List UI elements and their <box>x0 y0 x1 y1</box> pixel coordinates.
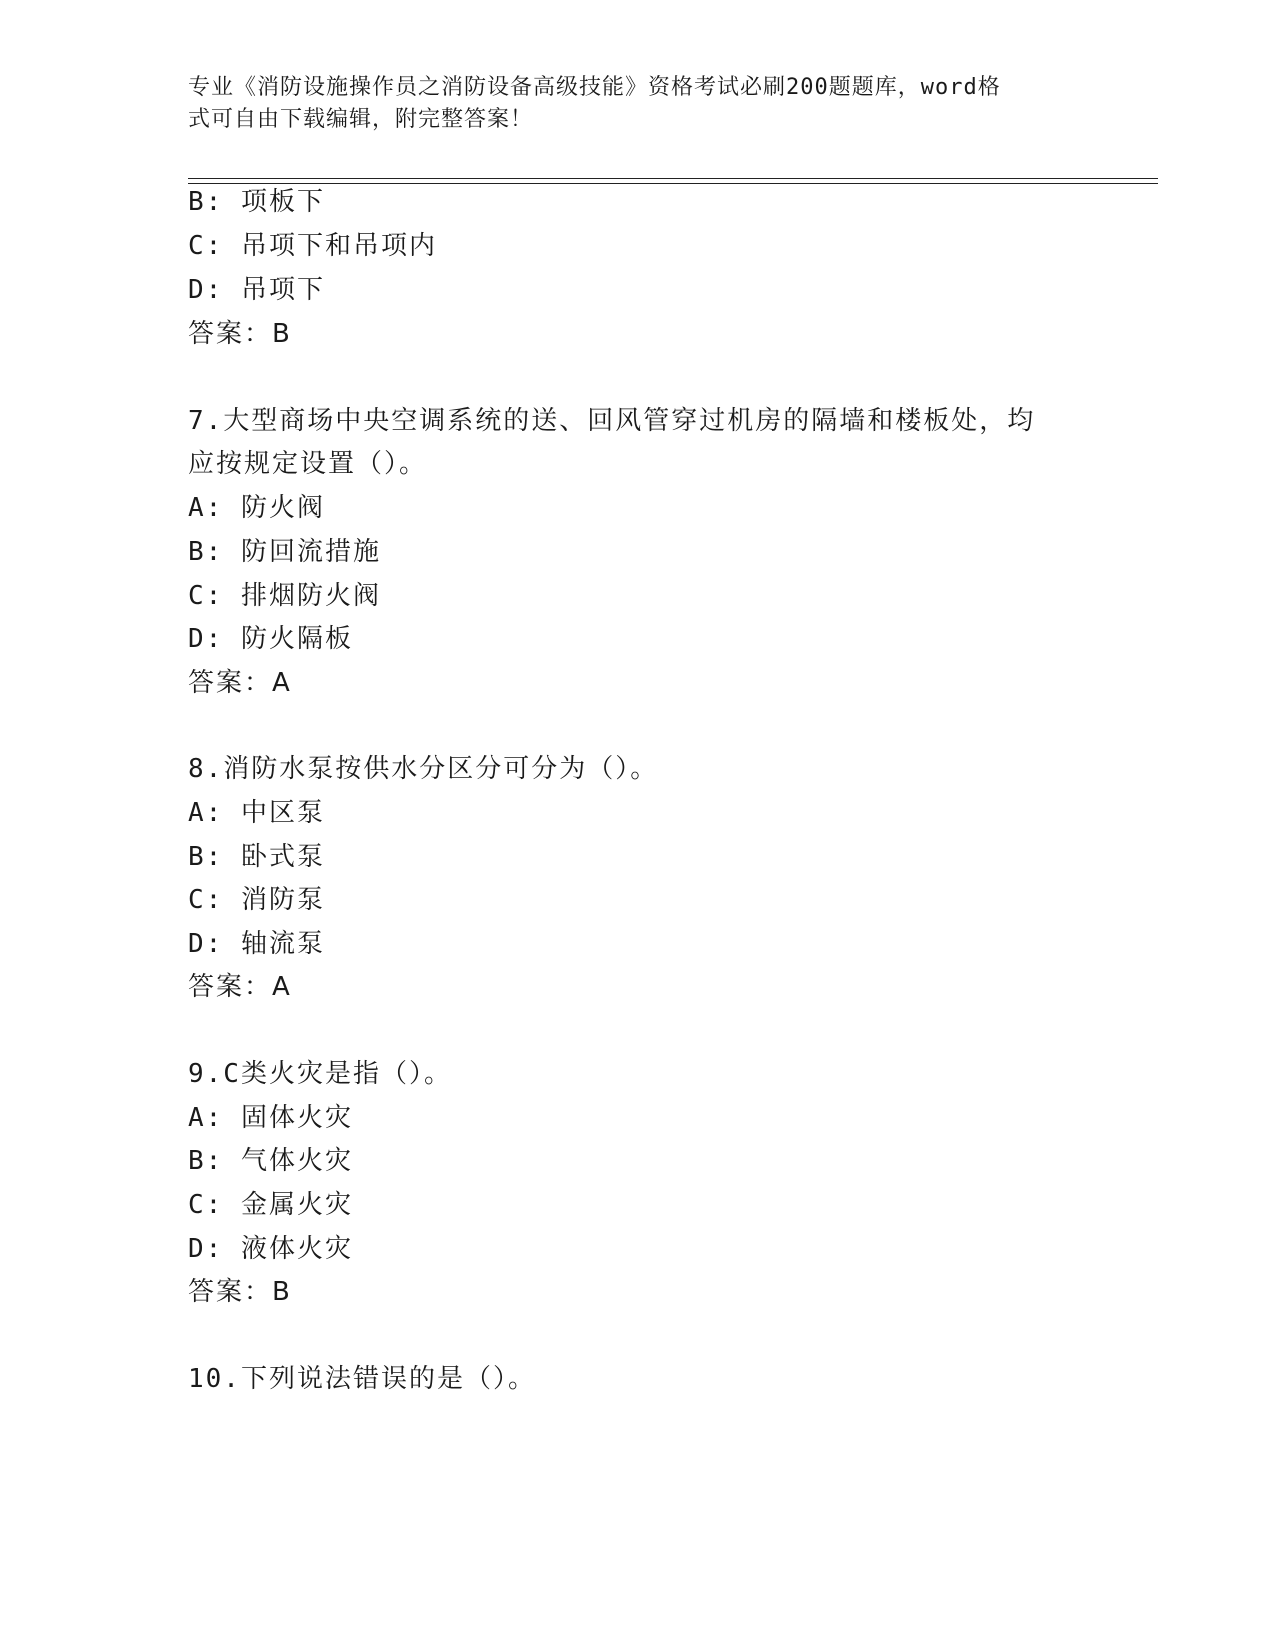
q8-stem: 8.消防水泵按供水分区分可分为（）。 <box>188 754 659 784</box>
q9-option-d: D: 液体火灾 <box>188 1234 353 1264</box>
header-line-2: 式可自由下载编辑，附完整答案！ <box>188 107 534 132</box>
q10-stem: 10.下列说法错误的是（）。 <box>188 1364 536 1394</box>
header-divider-bottom <box>188 183 1158 184</box>
q7-stem-line-2: 应按规定设置（）。 <box>188 449 428 479</box>
q9-stem: 9.C类火灾是指（）。 <box>188 1059 452 1089</box>
q9-option-a: A: 固体火灾 <box>188 1103 353 1133</box>
q8-option-d: D: 轴流泵 <box>188 929 325 959</box>
q7-option-c: C: 排烟防火阀 <box>188 581 381 611</box>
q8-option-c: C: 消防泵 <box>188 885 325 915</box>
q7-option-a: A: 防火阀 <box>188 493 325 523</box>
q6-answer: 答案：B <box>188 319 292 349</box>
q8-option-b: B: 卧式泵 <box>188 842 325 872</box>
q7-stem-line-1: 7.大型商场中央空调系统的送、回风管穿过机房的隔墙和楼板处，均 <box>188 406 1036 436</box>
q6-option-d: D: 吊项下 <box>188 275 325 305</box>
q6-option-c: C: 吊项下和吊项内 <box>188 231 437 261</box>
q7-option-d: D: 防火隔板 <box>188 624 353 654</box>
q9-option-b: B: 气体火灾 <box>188 1146 353 1176</box>
header-divider-top <box>188 178 1158 179</box>
header-line-1: 专业《消防设施操作员之消防设备高级技能》资格考试必刷200题题库，word格 <box>188 75 1001 100</box>
q6-option-b: B: 项板下 <box>188 187 325 217</box>
q8-option-a: A: 中区泵 <box>188 798 325 828</box>
q7-option-b: B: 防回流措施 <box>188 537 381 567</box>
q9-option-c: C: 金属火灾 <box>188 1190 353 1220</box>
q7-answer: 答案：A <box>188 668 292 698</box>
q9-answer: 答案：B <box>188 1277 292 1307</box>
q8-answer: 答案：A <box>188 972 292 1002</box>
document-header <box>188 72 1068 136</box>
